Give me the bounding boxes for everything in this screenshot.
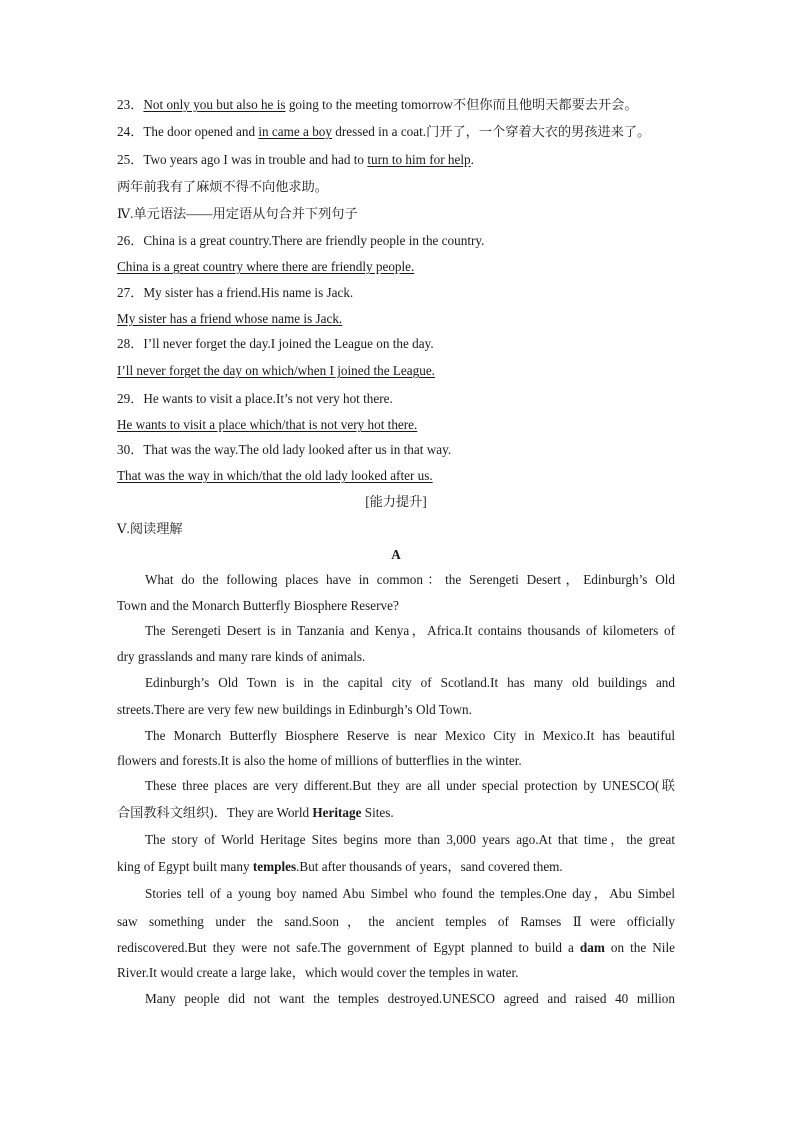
passage-line: streets.There are very few new buildings in Edinburgh’s Old Town. <box>117 702 472 717</box>
passage-line: 合国教科文组织)．They are World Heritage Sites. <box>117 805 394 820</box>
passage-line: rediscovered.But they were not safe.The government of Egypt planned to build a dam on the Nile <box>117 940 675 955</box>
passage-line: Stories tell of a young boy named Abu Simbel who found the temples.One day，Abu Simbel <box>145 886 675 901</box>
grammar-answer-29: He wants to visit a place which/that is not very hot there. <box>117 417 418 432</box>
grammar-question-26: 26．China is a great country.There are friendly people in the country. <box>117 233 485 248</box>
passage-line: The Serengeti Desert is in Tanzania and Kenya，Africa.It contains thousands of kilometers of <box>145 623 675 638</box>
passage-line: What do the following places have in common：the Serengeti Desert，Edinburgh’s Old <box>145 572 675 587</box>
grammar-answer-26: China is a great country where there are friendly people. <box>117 259 415 274</box>
grammar-answer-28: I’ll never forget the day on which/when I joined the League. <box>117 363 435 378</box>
grammar-question-28: 28．I’ll never forget the day.I joined the League on the day. <box>117 336 434 351</box>
passage-line: flowers and forests.It is also the home of millions of butterflies in the winter. <box>117 753 522 768</box>
translation-item-25: 25．Two years ago I was in trouble and had to turn to him for help. <box>117 152 474 167</box>
keyword-dam: dam <box>579 940 605 955</box>
passage-line: The Monarch Butterfly Biosphere Reserve is near Mexico City in Mexico.It has beautiful <box>145 728 675 743</box>
passage-line: dry grasslands and many rare kinds of animals. <box>117 649 366 664</box>
section-heading-grammar: Ⅳ.单元语法——用定语从句合并下列句子 <box>117 206 358 221</box>
translation-item-24: 24．The door opened and in came a boy dressed in a coat.门开了，一个穿着大衣的男孩进来了。 <box>117 124 651 139</box>
passage-line: River.It would create a large lake，which would cover the temples in water. <box>117 965 519 980</box>
answer-blank: in came a boy <box>258 124 332 139</box>
passage-line: These three places are very different.But they are all under special protection by UNESCO(联 <box>145 778 675 793</box>
grammar-question-30: 30．That was the way.The old lady looked after us in that way. <box>117 442 452 457</box>
passage-line: Town and the Monarch Butterfly Biosphere Reserve? <box>117 598 399 613</box>
passage-line: saw something under the sand.Soon，the ancient temples of Ramses Ⅱwere officially <box>117 914 675 929</box>
answer-blank: Not only you but also he is <box>143 97 286 112</box>
grammar-question-29: 29．He wants to visit a place.It’s not very hot there. <box>117 391 393 406</box>
grammar-question-27: 27．My sister has a friend.His name is Jack. <box>117 285 354 300</box>
passage-line: The story of World Heritage Sites begins more than 3,000 years ago.At that time，the great <box>145 832 675 847</box>
answer-blank: turn to him for help <box>367 152 471 167</box>
passage-line: Many people did not want the temples destroyed.UNESCO agreed and raised 40 million <box>145 991 675 1006</box>
passage-label: A <box>391 547 401 562</box>
keyword-heritage: Heritage <box>312 805 362 820</box>
translation-item-25-chinese: 两年前我有了麻烦不得不向他求助。 <box>117 179 328 194</box>
grammar-answer-30: That was the way in which/that the old lady looked after us. <box>117 468 433 483</box>
grammar-answer-27: My sister has a friend whose name is Jack. <box>117 311 343 326</box>
section-heading-reading: Ⅴ.阅读理解 <box>117 521 183 536</box>
keyword-temples: temples <box>252 859 297 874</box>
translation-item-23: 23．Not only you but also he is going to the meeting tomorrow不但你而且他明天都要去开会。 <box>117 97 638 112</box>
ability-heading: [能力提升] <box>365 494 427 509</box>
passage-line: Edinburgh’s Old Town is in the capital city of Scotland.It has many old buildings and <box>145 675 675 690</box>
passage-line: king of Egypt built many temples.But after thousands of years，sand covered them. <box>117 859 563 874</box>
